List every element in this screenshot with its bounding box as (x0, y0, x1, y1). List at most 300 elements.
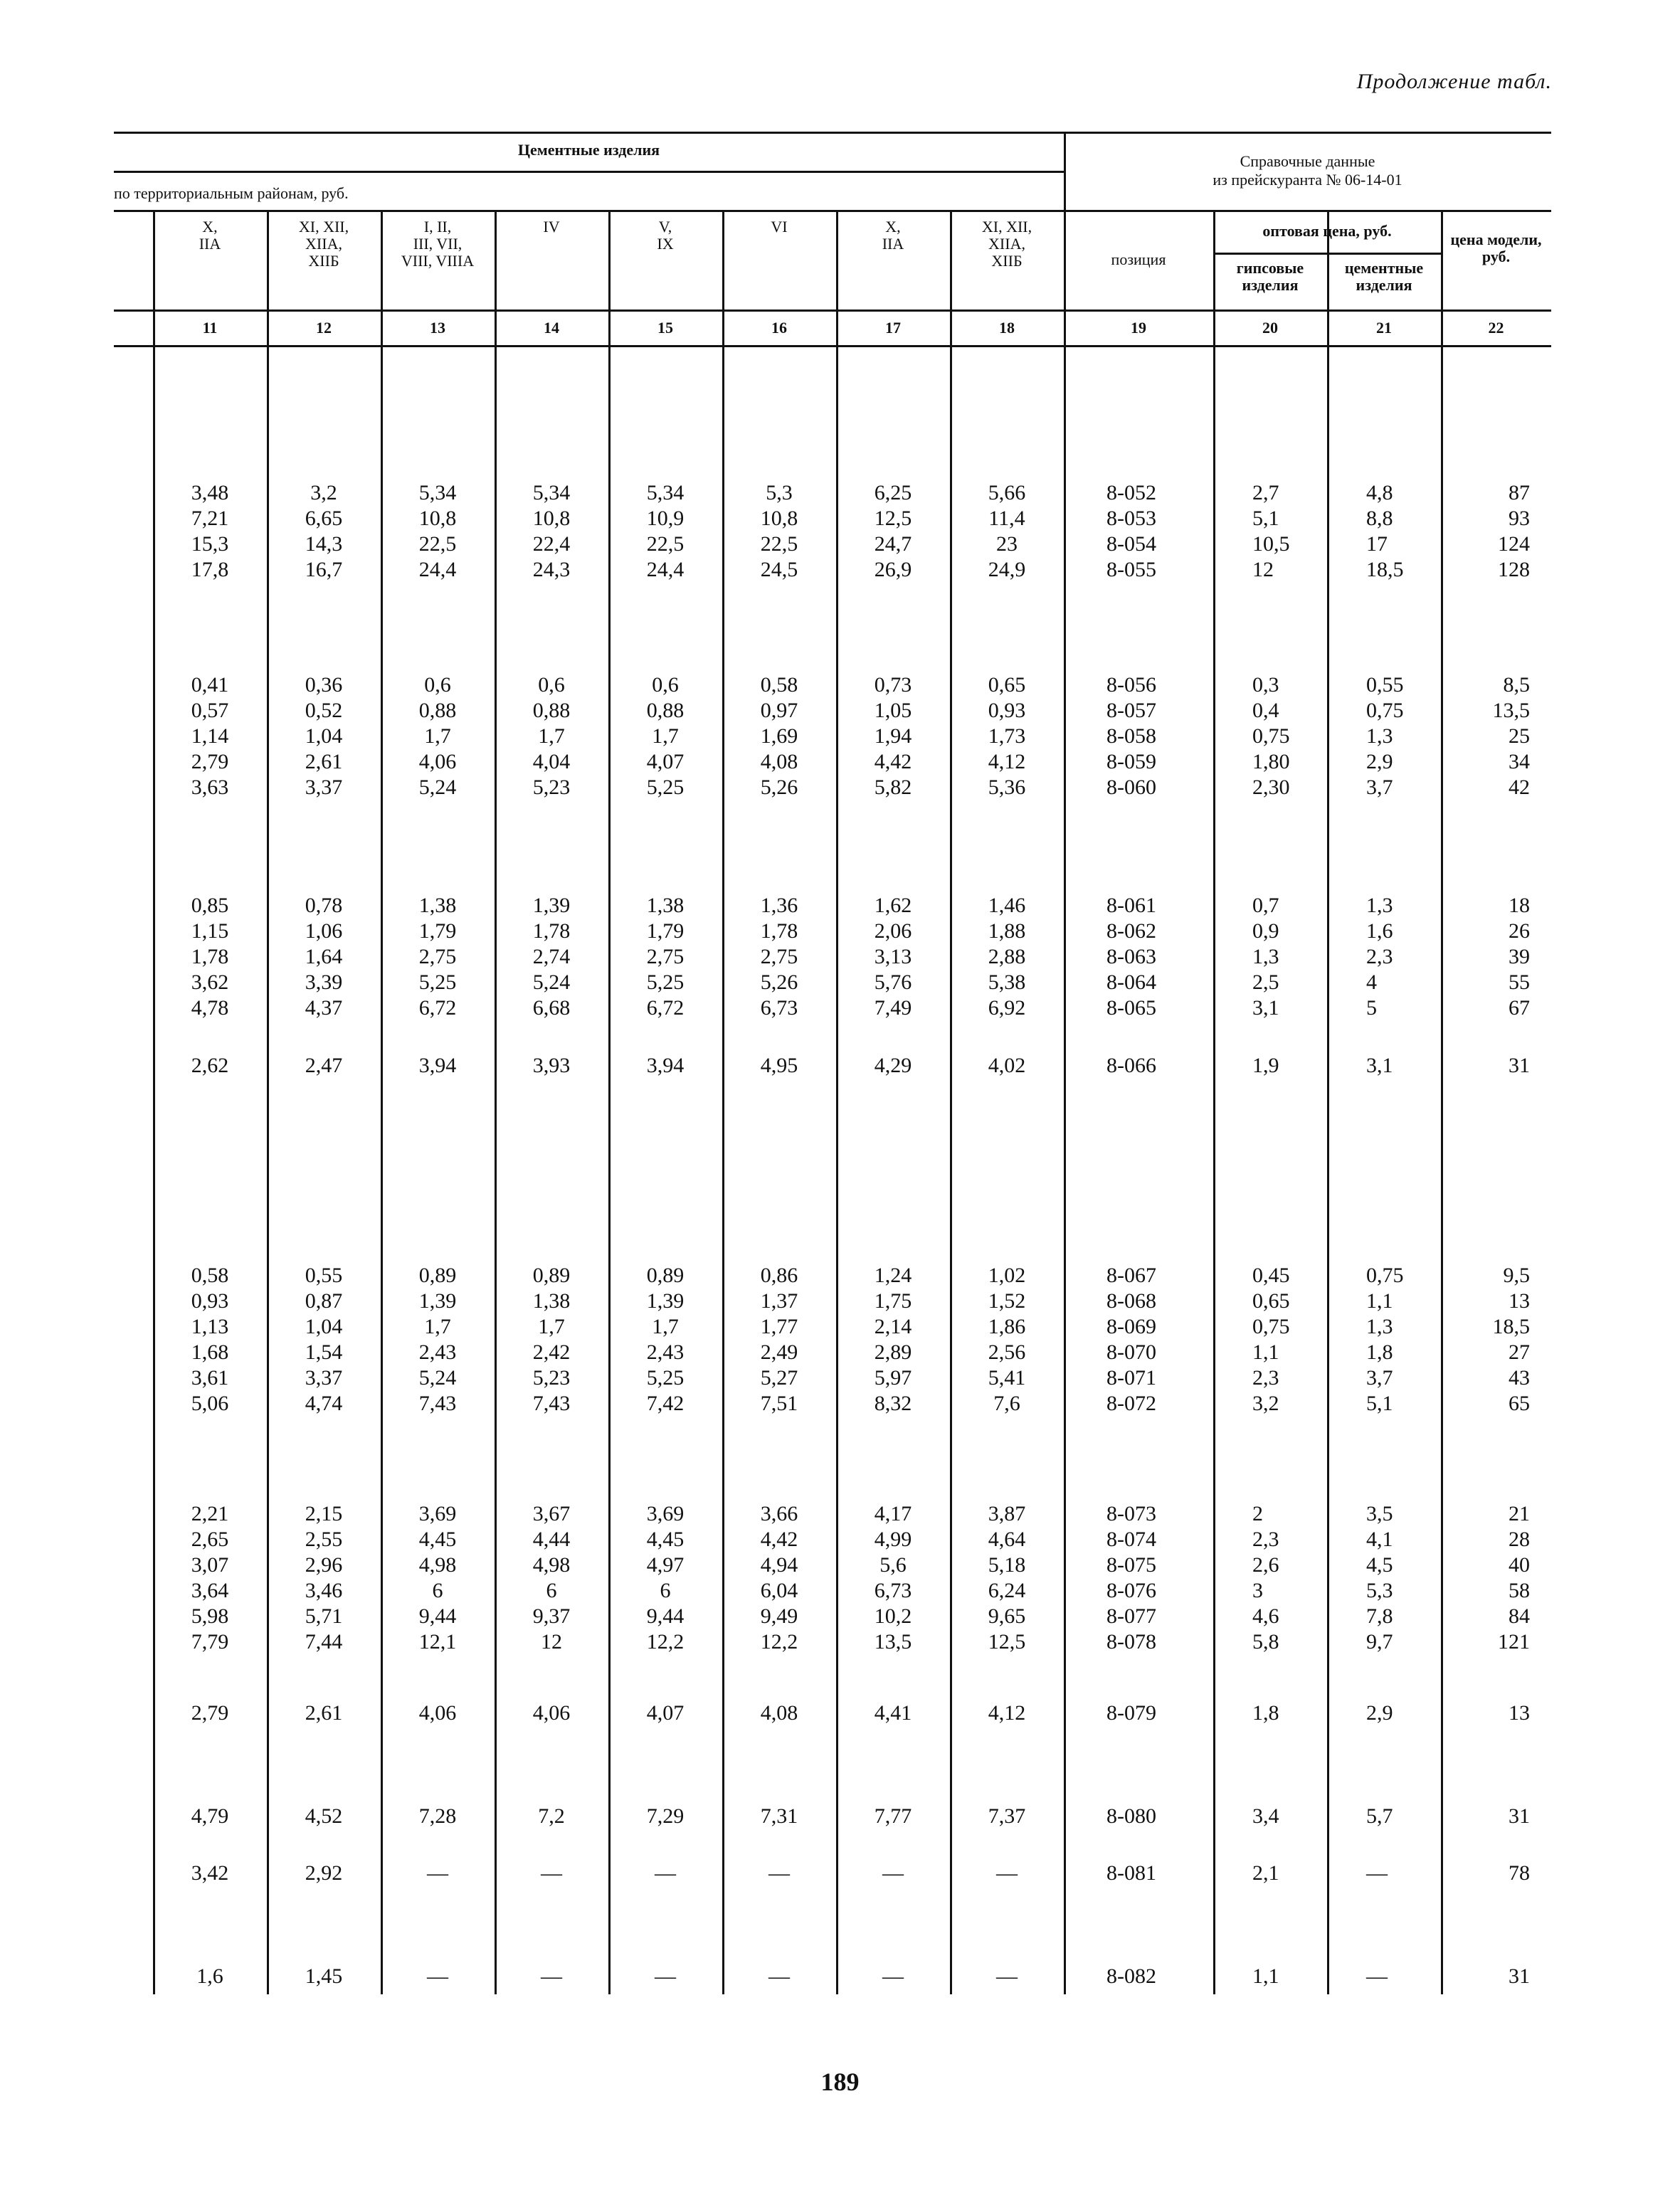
column-number: 16 (771, 319, 787, 337)
table-cell: 4,45 (418, 1528, 457, 1551)
table-cell: 5,1 (1366, 1392, 1393, 1415)
table-cell: 22,4 (532, 532, 571, 556)
table-cell: 8-076 (1106, 1579, 1156, 1602)
table-cell: 4,42 (874, 750, 912, 773)
table-cell: 1,6 (196, 1964, 223, 1988)
table-cell: 1,1 (1252, 1964, 1279, 1988)
table-cell: 3,2 (310, 481, 337, 504)
table-cell: 1,1 (1252, 1340, 1279, 1364)
table-cell: 4,52 (305, 1804, 343, 1828)
header-gypsum: гипсовые изделия (1236, 259, 1304, 294)
column-number: 12 (316, 319, 332, 337)
table-cell: 1,7 (424, 1315, 451, 1338)
col-divider (950, 210, 952, 1994)
table-cell: 8-060 (1106, 776, 1156, 799)
table-cell: 1,3 (1366, 894, 1393, 917)
table-cell: 3,4 (1252, 1804, 1279, 1828)
table-cell: 2,3 (1366, 945, 1393, 968)
table-cell: 3,94 (646, 1054, 685, 1077)
table-cell: 4,12 (988, 1701, 1026, 1725)
table-cell: 8-056 (1106, 673, 1156, 697)
table-cell: 0,58 (760, 673, 798, 697)
table-cell: 0,89 (532, 1264, 571, 1287)
table-cell: 39 (1509, 945, 1530, 968)
table-cell: 4,02 (988, 1054, 1026, 1077)
table-cell: 12,2 (760, 1630, 798, 1654)
table-cell: 1,78 (760, 919, 798, 943)
table-cell: 2,89 (874, 1340, 912, 1364)
table-cell: 0,45 (1252, 1264, 1290, 1287)
table-cell: 1,45 (305, 1964, 343, 1988)
table-cell: 2,61 (305, 750, 343, 773)
table-cell: 8-057 (1106, 699, 1156, 722)
table-cell: 8-079 (1106, 1701, 1156, 1725)
table-cell: 5,76 (874, 970, 912, 994)
table-cell: 5,7 (1366, 1804, 1393, 1828)
table-cell: 0,87 (305, 1289, 343, 1313)
table-cell: 2,79 (191, 750, 229, 773)
table-cell: 1,75 (874, 1289, 912, 1313)
header-region-col: X, IIA (199, 218, 221, 253)
table-cell: 3,1 (1252, 996, 1279, 1020)
table-cell: 2,74 (532, 945, 571, 968)
table-cell: 3,62 (191, 970, 229, 994)
table-cell: 6 (546, 1579, 557, 1602)
col-divider (1213, 210, 1215, 1994)
table-cell: 4,98 (418, 1553, 457, 1577)
table-cell: 3,39 (305, 970, 343, 994)
table-cell: 6,92 (988, 996, 1026, 1020)
table-cell: 8-055 (1106, 558, 1156, 581)
table-cell: 8-059 (1106, 750, 1156, 773)
table-cell: 4,64 (988, 1528, 1026, 1551)
table-cell: 22,5 (646, 532, 685, 556)
table-cell: 2,14 (874, 1315, 912, 1338)
table-cell: 1,38 (418, 894, 457, 917)
table-cell: 0,97 (760, 699, 798, 722)
table-cell: 58 (1509, 1579, 1530, 1602)
column-number: 21 (1376, 319, 1392, 337)
table-cell: 0,6 (538, 673, 565, 697)
table-cell: 2,43 (418, 1340, 457, 1364)
table-cell: 0,6 (424, 673, 451, 697)
table-cell: 24,3 (532, 558, 571, 581)
table-cell: — (768, 1861, 790, 1885)
table-cell: 3,42 (191, 1861, 229, 1885)
table-cell: 93 (1509, 507, 1530, 530)
table-cell: 24,5 (760, 558, 798, 581)
table-cell: 6,25 (874, 481, 912, 504)
table-cell: 3,7 (1366, 776, 1393, 799)
table-cell: 7,8 (1366, 1604, 1393, 1628)
table-cell: 3,61 (191, 1366, 229, 1390)
rule-top (114, 132, 1551, 134)
table-cell: 0,75 (1252, 724, 1290, 748)
table-cell: 4,06 (418, 750, 457, 773)
table-cell: 3,46 (305, 1579, 343, 1602)
table-cell: 1,54 (305, 1340, 343, 1364)
table-cell: 3,69 (418, 1502, 457, 1525)
table-cell: 0,78 (305, 894, 343, 917)
table-cell: 17,8 (191, 558, 229, 581)
table-cell: 24,4 (646, 558, 685, 581)
table-cell: 7,21 (191, 507, 229, 530)
table-cell: 0,55 (305, 1264, 343, 1287)
table-cell: 5,25 (418, 970, 457, 994)
table-cell: 7,43 (532, 1392, 571, 1415)
rule-ref (1064, 210, 1551, 212)
table-cell: 0,88 (418, 699, 457, 722)
table-cell: 8-073 (1106, 1502, 1156, 1525)
table-cell: 2,88 (988, 945, 1026, 968)
table-cell: 55 (1509, 970, 1530, 994)
header-region-col: X, IIA (882, 218, 904, 253)
rule-colnum (114, 345, 1551, 347)
table-cell: — (427, 1964, 448, 1988)
table-cell: 7,6 (993, 1392, 1020, 1415)
table-cell: 9,65 (988, 1604, 1026, 1628)
table-cell: 12,5 (988, 1630, 1026, 1654)
table-cell: 6,24 (988, 1579, 1026, 1602)
table-cell: 7,43 (418, 1392, 457, 1415)
table-cell: 26,9 (874, 558, 912, 581)
table-cell: 2,79 (191, 1701, 229, 1725)
table-cell: 10,8 (418, 507, 457, 530)
table-cell: 4,17 (874, 1502, 912, 1525)
table-cell: 5,3 (1366, 1579, 1393, 1602)
table-cell: 2,49 (760, 1340, 798, 1364)
table-cell: 0,58 (191, 1264, 229, 1287)
table-cell: 3,37 (305, 776, 343, 799)
table-cell: 2,5 (1252, 970, 1279, 994)
table-cell: 2,3 (1252, 1528, 1279, 1551)
table-cell: 13 (1509, 1701, 1530, 1725)
table-cell: 12,2 (646, 1630, 685, 1654)
table-cell: 18,5 (1366, 558, 1404, 581)
table-cell: — (1366, 1861, 1388, 1885)
table-cell: 7,51 (760, 1392, 798, 1415)
table-cell: 16,7 (305, 558, 343, 581)
table-cell: 31 (1509, 1804, 1530, 1828)
table-cell: 5,36 (988, 776, 1026, 799)
table-cell: 2,6 (1252, 1553, 1279, 1577)
table-cell: 31 (1509, 1054, 1530, 1077)
table-cell: 7,2 (538, 1804, 565, 1828)
table-cell: 6,73 (760, 996, 798, 1020)
table-cell: 10,9 (646, 507, 685, 530)
header-region-col: I, II, III, VII, VIII, VIIIA (401, 218, 475, 270)
table-cell: 4,45 (646, 1528, 685, 1551)
table-cell: 1,80 (1252, 750, 1290, 773)
table-cell: 7,44 (305, 1630, 343, 1654)
table-cell: 6,68 (532, 996, 571, 1020)
table-cell: 9,5 (1503, 1264, 1530, 1287)
table-cell: 5,71 (305, 1604, 343, 1628)
table-cell: 7,77 (874, 1804, 912, 1828)
table-cell: 12 (1252, 558, 1274, 581)
table-cell: 0,65 (1252, 1289, 1290, 1313)
table-cell: 1,64 (305, 945, 343, 968)
table-cell: 4,44 (532, 1528, 571, 1551)
table-cell: 5,38 (988, 970, 1026, 994)
table-cell: 1,94 (874, 724, 912, 748)
table-cell: 27 (1509, 1340, 1530, 1364)
table-cell: 2,75 (646, 945, 685, 968)
table-cell: 4,78 (191, 996, 229, 1020)
table-cell: 4,5 (1366, 1553, 1393, 1577)
table-cell: 4,74 (305, 1392, 343, 1415)
table-cell: 2,75 (760, 945, 798, 968)
table-cell: 2,92 (305, 1861, 343, 1885)
table-cell: — (882, 1861, 904, 1885)
table-cell: 8-064 (1106, 970, 1156, 994)
table-cell: 13,5 (874, 1630, 912, 1654)
table-cell: 4,95 (760, 1054, 798, 1077)
table-cell: 0,75 (1252, 1315, 1290, 1338)
table-cell: 8-074 (1106, 1528, 1156, 1551)
table-cell: 8-081 (1106, 1861, 1156, 1885)
table-cell: 0,52 (305, 699, 343, 722)
table-cell: 12,1 (418, 1630, 457, 1654)
table-cell: — (655, 1964, 676, 1988)
table-cell: — (996, 1861, 1018, 1885)
col-divider (1064, 132, 1066, 1994)
table-cell: 8-063 (1106, 945, 1156, 968)
table-cell: 5,18 (988, 1553, 1026, 1577)
header-cement-products: Цементные изделия (517, 141, 660, 159)
table-cell: 1,46 (988, 894, 1026, 917)
table-cell: 87 (1509, 481, 1530, 504)
table-cell: 7,31 (760, 1804, 798, 1828)
table-cell: 5,25 (646, 1366, 685, 1390)
table-cell: 5,25 (646, 970, 685, 994)
table-cell: 3,94 (418, 1054, 457, 1077)
table-cell: 3,48 (191, 481, 229, 504)
table-cell: 23 (996, 532, 1018, 556)
table-cell: 2,06 (874, 919, 912, 943)
table-cell: 1,39 (532, 894, 571, 917)
table-cell: 24,7 (874, 532, 912, 556)
table-cell: 3,37 (305, 1366, 343, 1390)
header-region-col: VI (771, 218, 788, 236)
table-cell: 4,06 (532, 1701, 571, 1725)
table-cell: 8-058 (1106, 724, 1156, 748)
table-cell: 2,65 (191, 1528, 229, 1551)
table-cell: 8-077 (1106, 1604, 1156, 1628)
table-cell: 1,73 (988, 724, 1026, 748)
column-number: 11 (202, 319, 218, 337)
table-cell: 8-069 (1106, 1315, 1156, 1338)
table-cell: — (541, 1964, 562, 1988)
table-cell: 1,52 (988, 1289, 1026, 1313)
table-cell: 0,88 (646, 699, 685, 722)
col-divider (267, 210, 269, 1994)
table-cell: 4,8 (1366, 481, 1393, 504)
table-cell: 9,44 (646, 1604, 685, 1628)
table-cell: 5,34 (418, 481, 457, 504)
header-wholesale-price: оптовая цена, руб. (1262, 222, 1392, 240)
rule-regions (114, 210, 1064, 212)
table-cell: 8,8 (1366, 507, 1393, 530)
table-cell: 28 (1509, 1528, 1530, 1551)
table-cell: 4,98 (532, 1553, 571, 1577)
table-cell: 2,3 (1252, 1366, 1279, 1390)
table-cell: 1,79 (646, 919, 685, 943)
table-cell: 4,97 (646, 1553, 685, 1577)
header-cement: цементные изделия (1344, 259, 1424, 294)
table-cell: 43 (1509, 1366, 1530, 1390)
table-cell: 4,6 (1252, 1604, 1279, 1628)
table-cell: 1,37 (760, 1289, 798, 1313)
table-cell: 2,30 (1252, 776, 1290, 799)
table-cell: 4,99 (874, 1528, 912, 1551)
table-cell: 5,66 (988, 481, 1026, 504)
table-cell: 3,7 (1366, 1366, 1393, 1390)
table-cell: 1,62 (874, 894, 912, 917)
table-cell: 11,4 (988, 507, 1025, 530)
table-cell: 0,65 (988, 673, 1026, 697)
col-divider (495, 210, 497, 1994)
table-cell: 1,7 (424, 724, 451, 748)
table-cell: 1,9 (1252, 1054, 1279, 1077)
table-cell: 8-075 (1106, 1553, 1156, 1577)
table-cell: 6,72 (418, 996, 457, 1020)
table-cell: 2,55 (305, 1528, 343, 1551)
rule-cement (114, 171, 1064, 173)
table-cell: 0,93 (191, 1289, 229, 1313)
table-cell: 10,8 (760, 507, 798, 530)
table-cell: 15,3 (191, 532, 229, 556)
table-cell: 8-053 (1106, 507, 1156, 530)
table-cell: 4,29 (874, 1054, 912, 1077)
col-divider (722, 210, 724, 1994)
table-cell: 1,8 (1366, 1340, 1393, 1364)
table-cell: 5,8 (1252, 1630, 1279, 1654)
table-cell: 8-068 (1106, 1289, 1156, 1313)
table-cell: 124 (1498, 532, 1530, 556)
table-cell: 1,77 (760, 1315, 798, 1338)
table-cell: 4,41 (874, 1701, 912, 1725)
table-cell: 5,97 (874, 1366, 912, 1390)
table-cell: 10,2 (874, 1604, 912, 1628)
table-cell: 22,5 (418, 532, 457, 556)
table-cell: 22,5 (760, 532, 798, 556)
table-cell: 31 (1509, 1964, 1530, 1988)
table-cell: 1,04 (305, 1315, 343, 1338)
column-number: 19 (1131, 319, 1146, 337)
table-cell: 7,49 (874, 996, 912, 1020)
table-cell: 0,89 (418, 1264, 457, 1287)
table-cell: 84 (1509, 1604, 1530, 1628)
table-cell: 8-070 (1106, 1340, 1156, 1364)
table-cell: 9,44 (418, 1604, 457, 1628)
table-cell: 8,5 (1503, 673, 1530, 697)
table-cell: 1,13 (191, 1315, 229, 1338)
table-cell: 10,5 (1252, 532, 1290, 556)
table-cell: 9,7 (1366, 1630, 1393, 1654)
table-cell: 4,06 (418, 1701, 457, 1725)
table-cell: 65 (1509, 1392, 1530, 1415)
column-number: 13 (430, 319, 445, 337)
table-cell: 5,6 (879, 1553, 907, 1577)
table-cell: 6,65 (305, 507, 343, 530)
column-number: 15 (657, 319, 673, 337)
page-number: 189 (820, 2068, 860, 2096)
table-cell: 3,63 (191, 776, 229, 799)
table-cell: 0,73 (874, 673, 912, 697)
table-cell: 0,75 (1366, 699, 1404, 722)
table-cell: 4,12 (988, 750, 1026, 773)
header-reference-line1: Справочные данные (1240, 152, 1375, 170)
table-cell: 5,98 (191, 1604, 229, 1628)
table-cell: 5,41 (988, 1366, 1026, 1390)
table-cell: 2,9 (1366, 1701, 1393, 1725)
table-cell: 13 (1509, 1289, 1530, 1313)
table-cell: 5,06 (191, 1392, 229, 1415)
table-cell: 5,26 (760, 970, 798, 994)
table-cell: 8-072 (1106, 1392, 1156, 1415)
column-number: 20 (1262, 319, 1278, 337)
table-cell: 1,78 (191, 945, 229, 968)
table-cell: 6,04 (760, 1579, 798, 1602)
table-cell: 0,7 (1252, 894, 1279, 917)
col-divider (1441, 210, 1443, 1994)
table-cell: 4,94 (760, 1553, 798, 1577)
table-cell: — (768, 1964, 790, 1988)
header-by-regions: по территориальным районам, руб. (114, 184, 349, 202)
table-cell: 3,2 (1252, 1392, 1279, 1415)
table-cell: — (882, 1964, 904, 1988)
table-cell: 1,14 (191, 724, 229, 748)
table-cell: 1,15 (191, 919, 229, 943)
table-cell: 4,07 (646, 750, 685, 773)
table-cell: 7,29 (646, 1804, 685, 1828)
header-region-col: XI, XII, XIIA, XIIБ (298, 218, 349, 270)
table-cell: 24,4 (418, 558, 457, 581)
table-cell: 10,8 (532, 507, 571, 530)
table-cell: 5,34 (646, 481, 685, 504)
table-cell: 3,1 (1366, 1054, 1393, 1077)
table-cell: 1,38 (532, 1289, 571, 1313)
col-divider (381, 210, 383, 1994)
table-cell: 0,75 (1366, 1264, 1404, 1287)
table-cell: 13,5 (1492, 699, 1530, 722)
table-cell: 2,56 (988, 1340, 1026, 1364)
table-cell: 1,38 (646, 894, 685, 917)
table-cell: 1,88 (988, 919, 1026, 943)
table-cell: 0,41 (191, 673, 229, 697)
table-cell: 2,47 (305, 1054, 343, 1077)
table-cell: 5,23 (532, 776, 571, 799)
table-cell: 78 (1509, 1861, 1530, 1885)
table-cell: 3,87 (988, 1502, 1026, 1525)
table-cell: 3,66 (760, 1502, 798, 1525)
table-cell: 0,6 (652, 673, 679, 697)
table-cell: — (427, 1861, 448, 1885)
table-cell: 5,24 (532, 970, 571, 994)
table-cell: 8-062 (1106, 919, 1156, 943)
table-cell: 4,42 (760, 1528, 798, 1551)
table-cell: 1,86 (988, 1315, 1026, 1338)
column-number: 22 (1488, 319, 1504, 337)
table-cell: 12,5 (874, 507, 912, 530)
table-cell: 6,72 (646, 996, 685, 1020)
col-divider (836, 210, 838, 1994)
header-reference-line2: из прейскуранта № 06-14-01 (1213, 171, 1402, 189)
table-cell: 1,24 (874, 1264, 912, 1287)
table-cell: 26 (1509, 919, 1530, 943)
table-cell: 0,57 (191, 699, 229, 722)
